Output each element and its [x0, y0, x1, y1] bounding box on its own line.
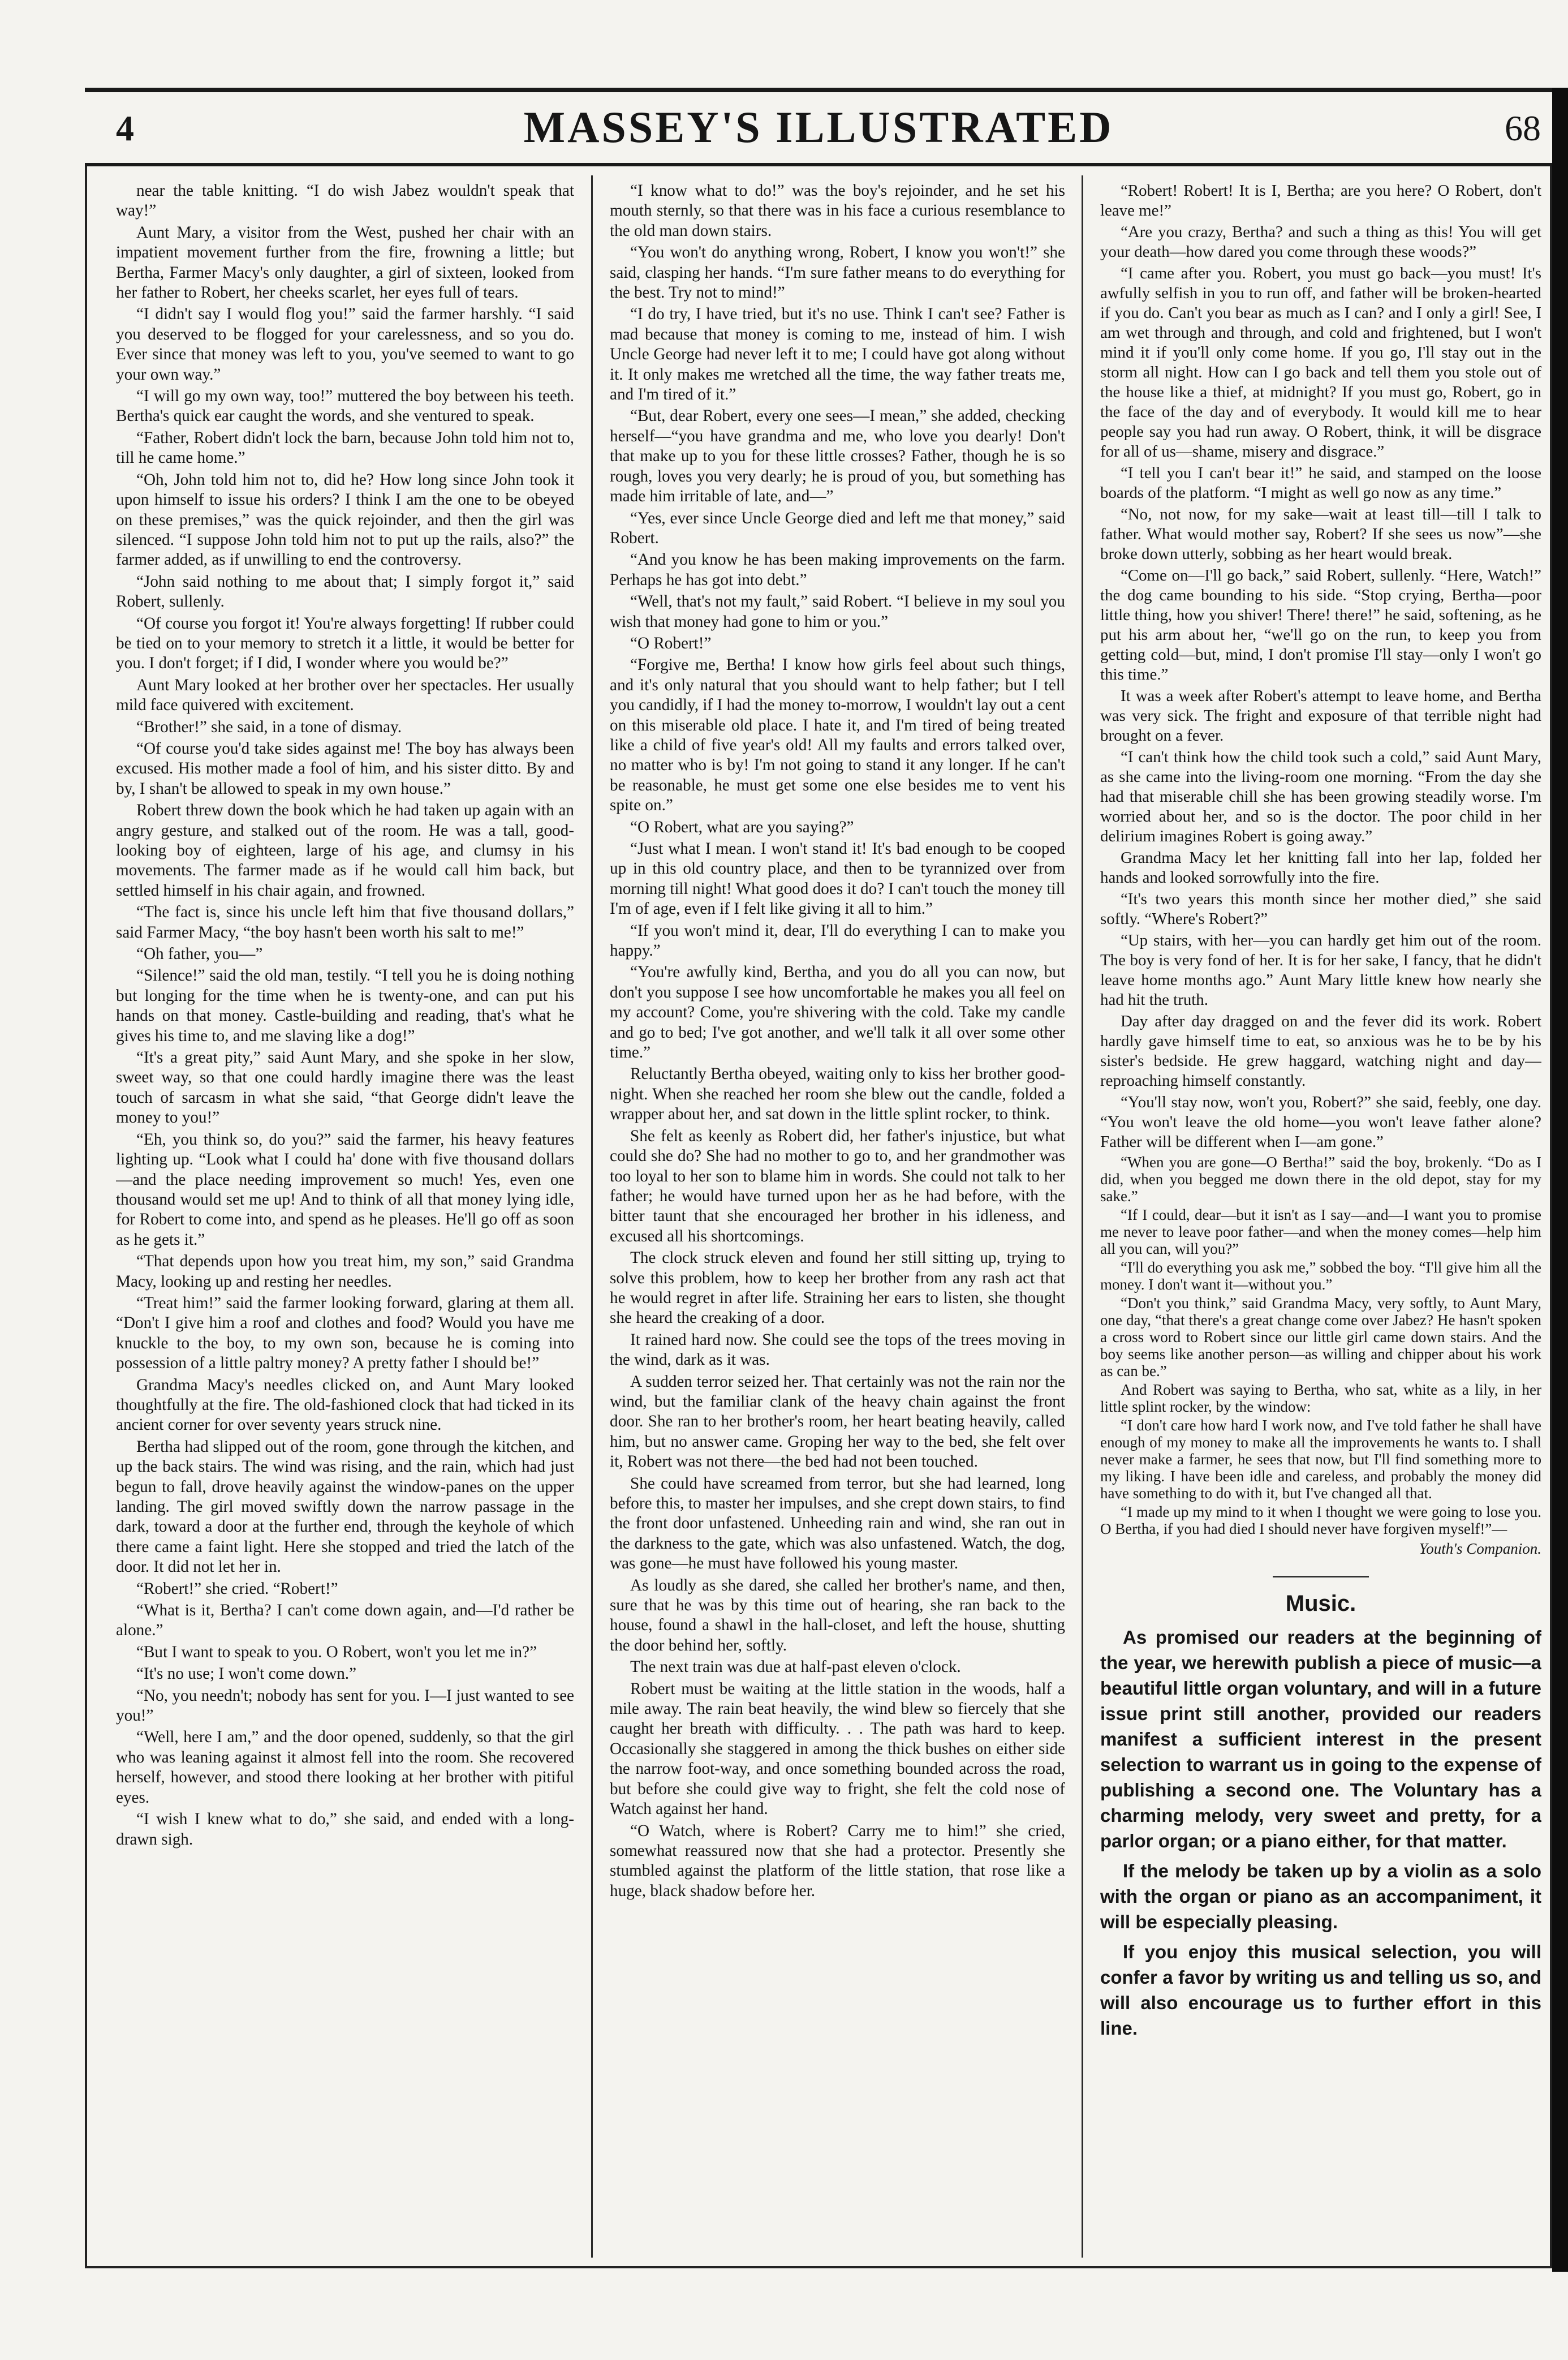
- paragraph: “The fact is, since his uncle left him that five thousand dollars,” said Farmer Macy, “the boy hasn't been worth his salt to me!”: [116, 903, 574, 942]
- paragraph: “But I want to speak to you. O Robert, won't you let me in?”: [136, 1643, 537, 1661]
- story-ending-small-type: [1100, 1154, 1541, 1537]
- paragraph: “But, dear Robert, every one sees—I mean,” she added, checking herself—“you have grandma and me, who love you dearly! Don't that make up to you for these little crosses? Father, though he is so rough, loves you very dearly; he is proud of you, but something has made him irritable of late, and—”: [610, 407, 1065, 506]
- paragraph: “I tell you I can't bear it!” he said, and stamped on the loose boards of the platform. “I might as well go now as any time.”: [1100, 464, 1541, 502]
- column-divider: [1082, 175, 1083, 2258]
- paragraph: “Are you crazy, Bertha? and such a thing as this! You will get your death—how dared you come through these woods?”: [1100, 223, 1541, 261]
- paragraph: “Robert!” she cried. “Robert!”: [136, 1579, 338, 1598]
- paragraph: It rained hard now. She could see the tops of the trees moving in the wind, dark as it was.: [610, 1330, 1065, 1369]
- music-article: [1100, 1624, 1541, 2041]
- paragraph: “Don't you think,” said Grandma Macy, very softly, to Aunt Mary, one day, “that there's a great change come over Jabez? He hasn't spoken a cross word to Robert since our little girl came down stairs. And the boy seems like another person—as willing and chipper about his work as can be.”: [1100, 1295, 1541, 1379]
- paragraph: Day after day dragged on and the fever did its work. Robert hardly gave himself time to eat, so anxious was he to be by his sister's bedside. He grew haggard, watching night and day—reproaching himself constantly.: [1100, 1012, 1541, 1090]
- paragraph: “Robert! Robert! It is I, Bertha; are you here? O Robert, don't leave me!”: [1100, 182, 1541, 220]
- paragraph: “Come on—I'll go back,” said Robert, sullenly. “Here, Watch!” the dog came bounding to his side. “Stop crying, Bertha—poor little thing, how you shiver! There! there!” he said, softening, as he put his arm about her, “we'll go on the run, to keep you from getting cold—but, mind, I don't promise I'll stay—only I won't go this time.”: [1100, 566, 1541, 684]
- paragraph: “It's a great pity,” said Aunt Mary, and she spoke in her slow, sweet way, so that one could hardly imagine there was the least touch of sarcasm in what she said, “that George didn't leave the money to you!”: [116, 1048, 574, 1127]
- page-number-left: 4: [116, 108, 134, 148]
- paragraph: “If you won't mind it, dear, I'll do everything I can to make you happy.”: [610, 921, 1065, 960]
- paragraph: “It's two years this month since her mother died,” she said softly. “Where's Robert?”: [1100, 890, 1541, 928]
- paragraph: “I'll do everything you ask me,” sobbed the boy. “I'll give him all the money. I don't want it—without you.”: [1100, 1259, 1541, 1293]
- paragraph: As promised our readers at the beginning of the year, we herewith publish a piece of music—a beautiful little organ voluntary, and will in a future issue print still another, provided our readers manifest a sufficient interest in the present selection to warrant us in going to the expense of publishing a second one. The Voluntary has a charming melody, very sweet and pretty, for a parlor organ; or a piano either, for that matter.: [1100, 1627, 1541, 1851]
- paragraph: “When you are gone—O Bertha!” said the boy, brokenly. “Do as I did, when you begged me down there in the old depot, stay for my sake.”: [1100, 1154, 1541, 1205]
- paragraph: A sudden terror seized her. That certainly was not the rain nor the wind, but the familiar clank of the heavy chain against the front door. She ran to her brother's room, her heart beating heavily, called him, but no answer came. Groping her way to the bed, she felt over it, Robert was not there—the bed had not been touched.: [610, 1372, 1065, 1471]
- paragraph: Grandma Macy's needles clicked on, and Aunt Mary looked thoughtfully at the fire. The old-fashioned clock that had ticked in its ancient corner for over seventy years struck nine.: [116, 1375, 574, 1434]
- paragraph: “I can't think how the child took such a cold,” said Aunt Mary, as she came into the living-room one morning. “From the day she had that miserable chill she has been growing steadily worse. I'm worried about her, and so is the doctor. The poor child in her delirium imagines Robert is going away.”: [1100, 748, 1541, 845]
- paragraph: “Of course you'd take sides against me! The boy has always been excused. His mother made a fool of him, and his sister ditto. By and by, I shan't be allowed to speak in my own house.”: [116, 739, 574, 798]
- paragraph: “Up stairs, with her—you can hardly get him out of the room. The boy is very fond of her. It is for her sake, I fancy, that he didn't leave home months ago.” Aunt Mary little knew how nearly she had hit the truth.: [1100, 931, 1541, 1009]
- masthead-title: MASSEY'S ILLUSTRATED: [523, 102, 1114, 152]
- paragraph: Bertha had slipped out of the room, gone through the kitchen, and up the back stairs. The wind was rising, and the rain, which had just begun to fall, drove heavily against the window-panes on the upper landing. The girl moved swiftly down the narrow passage in the dark, toward a door at the further end, through the keyhole of which there came a faint light. Here she stopped and tried the latch of the door. It did not let her in.: [116, 1437, 574, 1576]
- paragraph: “Of course you forgot it! You're always forgetting! If rubber could be tied on to your memory to stretch it a little, it would be better for you. I don't forget; if I did, I wonder where you would be?”: [116, 614, 574, 673]
- paragraph: “O Watch, where is Robert? Carry me to him!” she cried, somewhat reassured now that she had a protector. Presently she stumbled against the platform of the little station, that rose like a huge, black shadow before her.: [610, 1821, 1065, 1900]
- page-number-right: 68: [1505, 108, 1541, 148]
- section-divider: [1273, 1576, 1369, 1577]
- paragraph: “No, you needn't; nobody has sent for you. I—I just wanted to see you!”: [116, 1686, 574, 1725]
- paragraph: “Oh, John told him not to, did he? How long since John took it upon himself to issue his orders? I think I am the one to be obeyed on these premises,” was the quick rejoinder, and then the girl was silenced. “I suppose John told him not to put up the rails, also?” the farmer added, as if unwilling to end the controversy.: [116, 470, 574, 569]
- paragraph: “And you know he has been making improvements on the farm. Perhaps he has got into debt.”: [610, 551, 1065, 589]
- column-2: [610, 181, 1065, 2252]
- paragraph: “You're awfully kind, Bertha, and you do all you can now, but don't you suppose I see how uncomfortable he makes you all feel on my account? Come, you're shivering with the cold. Take my candle and go to bed; I've got another, and we'll talk it all over some other time.”: [610, 963, 1065, 1062]
- paragraph: If the melody be taken up by a violin as a solo with the organ or piano as an accompaniment, it will be especially pleasing.: [1100, 1860, 1541, 1932]
- music-heading: Music.: [1285, 1591, 1356, 1616]
- paragraph: The clock struck eleven and found her still sitting up, trying to solve this problem, how to keep her brother from any rash act that he would regret in after life. Straining her ears to listen, she thought she heard the creaking of a door.: [610, 1249, 1065, 1327]
- paragraph: Aunt Mary looked at her brother over her spectacles. Her usually mild face quivered with excitement.: [116, 676, 574, 715]
- paragraph: “Brother!” she said, in a tone of dismay.: [136, 717, 402, 736]
- paragraph: “I came after you. Robert, you must go back—you must! It's awfully selfish in you to run off, and father will be broken-hearted if you do. Can't you bear as much as I can? and I only a girl! See, I am wet through and through, and cold and frightened, but I won't mind it if you'll only come home. If you go, I'll stay out in the storm all night. How can I go back and tell them you stole out of the house like a thief, at midnight? If you must go, Robert, go in the face of the day and of everybody. It would kill me to hear people say you had run away. O Robert, think, it will be disgrace for all of us—shame, misery and disgrace.”: [1100, 264, 1541, 461]
- paragraph: “No, not now, for my sake—wait at least till—till I talk to father. What would mother say, Robert? If she sees us now”—she broke down utterly, sobbing as her heart would break.: [1100, 505, 1541, 563]
- paragraph: “Eh, you think so, do you?” said the farmer, his heavy features lighting up. “Look what I could ha' done with five thousand dollars—and the place needing improvement so much! Yes, even one thousand would set me up! And to think of all that money lying idle, for Robert to come into, and spend as he pleases. He'll go off as soon as he gets it.”: [116, 1130, 574, 1249]
- paragraph: “Just what I mean. I won't stand it! It's bad enough to be cooped up in this old country place, and then to be tyrannized over from morning till night! What good does it do? I can't touch the money till I'm of age, even if I felt like giving it all to him.”: [610, 840, 1065, 918]
- paragraph: Grandma Macy let her knitting fall into her lap, folded her hands and looked sorrowfully into the fire.: [1100, 849, 1541, 887]
- paragraph: “O Robert, what are you saying?”: [630, 818, 854, 836]
- credit-source: Youth's Companion.: [1419, 1540, 1541, 1557]
- paragraph: “You'll stay now, won't you, Robert?” she said, feebly, one day. “You won't leave the old home—you won't leave father alone? Father will be different when I—am gone.”: [1100, 1093, 1541, 1151]
- paragraph: “Forgive me, Bertha! I know how girls feel about such things, and it's only natural that you should want to help father; but I tell you candidly, if I had the money to-morrow, I wouldn't lay out a cent on this miserable old place. I hate it, and I'm tired of being treated like a child of five year's old! All my faults and errors talked over, no matter who is by! I'm not going to stand it any longer. If he can't be reasonable, he must get some one else besides me to vent his spite on.”: [610, 656, 1065, 815]
- paragraph: “That depends upon how you treat him, my son,” said Grandma Macy, looking up and resting her needles.: [116, 1252, 574, 1291]
- paragraph: If you enjoy this musical selection, you will confer a favor by writing us and telling us so, and will also encourage us to further effort in this line.: [1100, 1941, 1541, 2039]
- paragraph: “What is it, Bertha? I can't come down again, and—I'd rather be alone.”: [116, 1601, 574, 1640]
- paragraph: “Father, Robert didn't lock the barn, because John told him not to, till he came home.”: [116, 428, 574, 467]
- paragraph: As loudly as she dared, she called her brother's name, and then, sure that he was by this time out of hearing, she ran back to the house, found a shawl in the hall-closet, and left the house, shutting the door behind her, softly.: [610, 1576, 1065, 1654]
- paragraph: Reluctantly Bertha obeyed, waiting only to kiss her brother good-night. When she reached her room she blew out the candle, folded a wrapper about her, and sat down in the little splint rocker, to think.: [610, 1065, 1065, 1124]
- paragraph: “I do try, I have tried, but it's no use. Think I can't see? Father is mad because that money is coming to me, instead of him. I wish Uncle George had never left it to me; I could have got along without it. It only makes me wretched all the time, the way father treats me, and I'm tired of it.”: [610, 305, 1065, 404]
- paragraph: “I didn't say I would flog you!” said the farmer harshly. “I said you deserved to be flogged for your carelessness, and so you do. Ever since that money was left to you, you've seemed to want to go your own way.”: [116, 305, 574, 384]
- paragraph: And Robert was saying to Bertha, who sat, white as a lily, in her little splint rocker, by the window:: [1100, 1381, 1541, 1415]
- paragraph: “Oh father, you—”: [136, 945, 263, 964]
- credit-line: [1100, 1539, 1541, 1559]
- paragraph: She felt as keenly as Robert did, her father's injustice, but what could she do? She had no mother to go to, and her grandmother was too loyal to her son to blame him in words. She could not talk to her father; he would have turned upon her as he had before, with the bitter taunt that she encouraged her brother in his idleness, and excused all his shortcomings.: [610, 1127, 1065, 1245]
- paragraph: “If I could, dear—but it isn't as I say—and—I want you to promise me never to leave poor father—and when the money comes—help him all you can, will you?”: [1100, 1206, 1541, 1257]
- paragraph: “I don't care how hard I work now, and I've told father he shall have enough of my money to make all the improvements he wants to. I shall never make a farmer, he sees that now, but I'll find something more to my liking. I have been idle and careless, and probably the money did have something to do with it, but I've changed all that.: [1100, 1417, 1541, 1502]
- paragraph: “Well, here I am,” and the door opened, suddenly, so that the girl who was leaning against it almost fell into the room. She recovered herself, however, and stood there looking at her brother with pitiful eyes.: [116, 1728, 574, 1807]
- paragraph: “It's no use; I won't come down.”: [136, 1665, 357, 1683]
- paragraph: Aunt Mary, a visitor from the West, pushed her chair with an impatient movement further from the fire, frowning a little; but Bertha, Farmer Macy's only daughter, a girl of sixteen, looked from her father to Robert, her cheeks scarlet, her eyes full of tears.: [116, 223, 574, 302]
- column-3: [1100, 181, 1541, 2252]
- paragraph: She could have screamed from terror, but she had learned, long before this, to master her impulses, and she crept down stairs, to find the front door unfastened. Unheeding rain and wind, she ran out in the darkness to the gate, which was also unfastened. Watch, the dog, was gone—he must have followed his young master.: [610, 1474, 1065, 1573]
- column-divider: [591, 175, 593, 2258]
- paragraph: Robert threw down the book which he had taken up again with an angry gesture, and stalked out of the room. He was a tall, good-looking boy of eighteen, large of his age, and clumsy in his movements. The farmer made as if he would call him back, but settled himself in his chair again, and frowned.: [116, 801, 574, 900]
- paragraph: It was a week after Robert's attempt to leave home, and Bertha was very sick. The fright and exposure of that terrible night had brought on a fever.: [1100, 687, 1541, 745]
- paragraph: “O Robert!”: [630, 634, 712, 652]
- paragraph: “Silence!” said the old man, testily. “I tell you he is doing nothing but longing for the time when he is twenty-one, and can put his hands on that money. Castle-building and reading, that's what he gives his time to, and me slaving like a dog!”: [116, 966, 574, 1045]
- paragraph: “Yes, ever since Uncle George died and left me that money,” said Robert.: [610, 509, 1065, 547]
- paragraph: The next train was due at half-past eleven o'clock.: [630, 1658, 961, 1676]
- paragraph: “Well, that's not my fault,” said Robert. “I believe in my soul you wish that money had gone to him or you.”: [610, 592, 1065, 631]
- paragraph: “I know what to do!” was the boy's rejoinder, and he set his mouth sternly, so that there was in his face a curious resemblance to the old man down stairs.: [610, 182, 1065, 240]
- paragraph: “I made up my mind to it when I thought we were going to lose you. O Bertha, if you had died I should never have forgiven myself!”—: [1100, 1503, 1541, 1537]
- paragraph: “You won't do anything wrong, Robert, I know you won't!” she said, clasping her hands. “I'm sure father means to do everything for the best. Try not to mind!”: [610, 243, 1065, 302]
- paragraph: “Treat him!” said the farmer looking forward, glaring at them all. “Don't I give him a roof and clothes and food? Would you have me knuckle to the boy, to my own son, because he is coming into possession of a little paltry money? A pretty father I should be!”: [116, 1293, 574, 1373]
- paragraph: “John said nothing to me about that; I simply forgot it,” said Robert, sullenly.: [116, 572, 574, 611]
- paragraph: “I wish I knew what to do,” she said, and ended with a long-drawn sigh.: [116, 1810, 574, 1849]
- paragraph: “I will go my own way, too!” muttered the boy between his teeth. Bertha's quick ear caught the words, and she ventured to speak.: [116, 387, 574, 425]
- paragraph: Robert must be waiting at the little station in the woods, half a mile away. The rain beat heavily, the wind blew so fiercely that she caught her breath with difficulty. . . The path was hard to keep. Occasionally she staggered in among the thick bushes on either side the narrow foot-way, and once something bounded across the road, but before she could give way to fright, she felt the cold nose of Watch against her hand.: [610, 1679, 1065, 1819]
- story-continuation: [1100, 181, 1541, 1152]
- paragraph: near the table knitting. “I do wish Jabez wouldn't speak that way!”: [116, 182, 574, 220]
- scan-edge-bar: [1552, 88, 1568, 2272]
- column-1: [116, 181, 574, 2252]
